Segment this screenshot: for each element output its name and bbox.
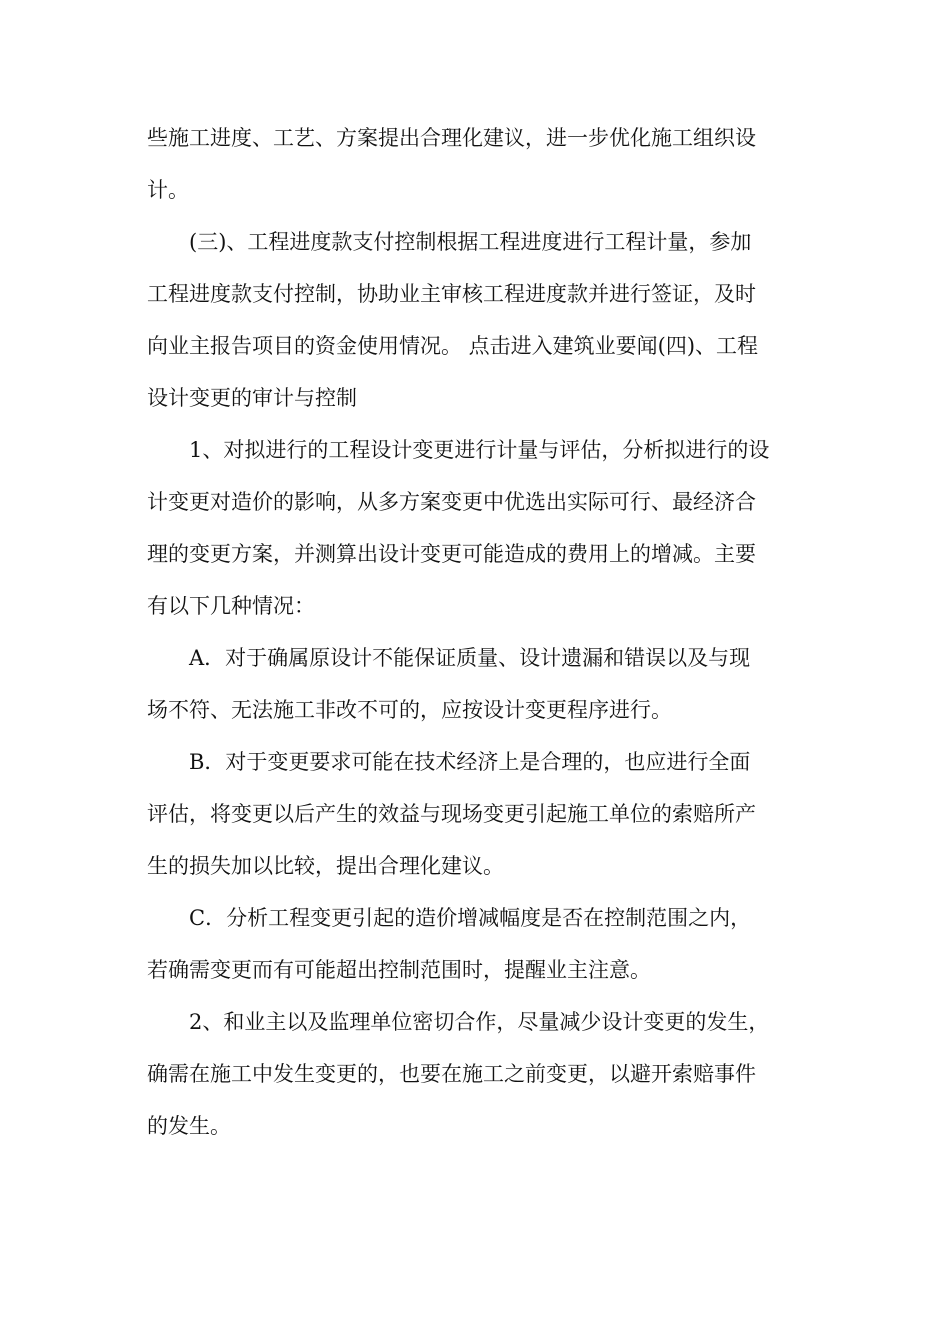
text-line: 工程进度款支付控制，协助业主审核工程进度款并进行签证，及时 <box>147 282 756 306</box>
text-line: 场不符、无法施工非改不可的，应按设计变更程序进行。 <box>147 698 672 722</box>
text-line: 评估，将变更以后产生的效益与现场变更引起施工单位的索赔所产 <box>147 802 756 826</box>
text-line: 理的变更方案，并测算出设计变更可能造成的费用上的增减。主要 <box>147 542 756 566</box>
paragraph-start-line: C．分析工程变更引起的造价增减幅度是否在控制范围之内， <box>189 906 752 930</box>
paragraph-start-line: 2、和业主以及监理单位密切合作，尽量减少设计变更的发生， <box>189 1010 770 1034</box>
text-line: 设计变更的审计与控制 <box>147 386 357 410</box>
body-text <box>147 112 807 1152</box>
text-line: 有以下几种情况： <box>147 594 315 618</box>
paragraph-start-line: B．对于变更要求可能在技术经济上是合理的，也应进行全面 <box>189 750 751 774</box>
paragraph-start-line: A．对于确属原设计不能保证质量、设计遗漏和错误以及与现 <box>189 646 751 670</box>
paragraph-start-line: (三)、工程进度款支付控制根据工程进度进行工程计量，参加 <box>189 230 752 254</box>
text-line: 的发生。 <box>147 1114 231 1138</box>
text-line: 若确需变更而有可能超出控制范围时，提醒业主注意。 <box>147 958 651 982</box>
text-line: 计。 <box>147 178 189 202</box>
paragraph-start-line: 1、对拟进行的工程设计变更进行计量与评估，分析拟进行的设 <box>189 438 770 462</box>
text-line: 生的损失加以比较，提出合理化建议。 <box>147 854 504 878</box>
text-line: 确需在施工中发生变更的，也要在施工之前变更，以避开索赔事件 <box>147 1062 756 1086</box>
text-line: 向业主报告项目的资金使用情况。 点击进入建筑业要闻(四)、工程 <box>147 334 759 358</box>
text-line: 计变更对造价的影响，从多方案变更中优选出实际可行、最经济合 <box>147 490 756 514</box>
text-line: 些施工进度、工艺、方案提出合理化建议，进一步优化施工组织设 <box>147 126 756 150</box>
